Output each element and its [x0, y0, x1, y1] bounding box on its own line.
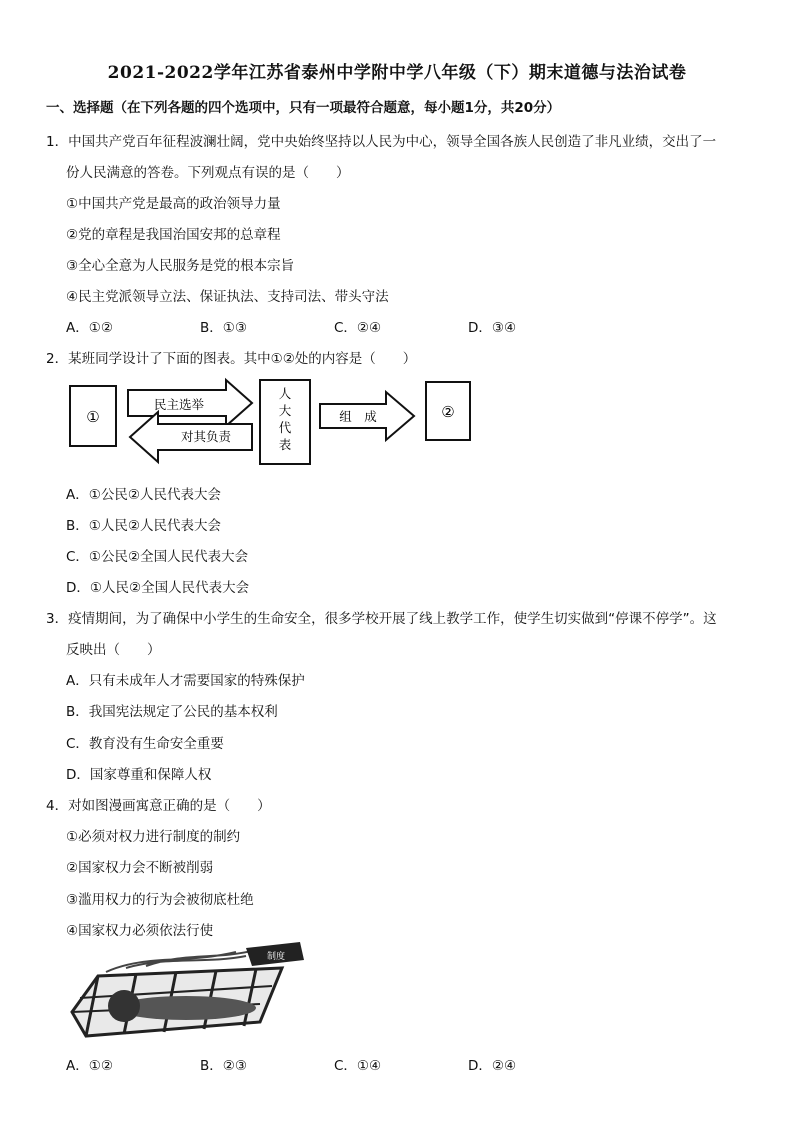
q3-option-d[interactable]: D．国家尊重和保障人权: [66, 767, 212, 783]
q2-option-b[interactable]: B．①人民②人民代表大会: [66, 518, 221, 534]
q3-option-a[interactable]: A．只有未成年人才需要国家的特殊保护: [66, 673, 305, 689]
q1-option-a[interactable]: A．①②: [66, 320, 113, 336]
q1-statement-3: ③全心全意为人民服务是党的根本宗旨: [66, 258, 295, 274]
q4-option-a[interactable]: A．①②: [66, 1058, 113, 1074]
middle-char-2: 大: [278, 403, 292, 418]
cartoon-label: 制度: [266, 952, 286, 962]
middle-char-3: 代: [278, 420, 292, 435]
q3-option-b[interactable]: B．我国宪法规定了公民的基本权利: [66, 704, 278, 720]
q1-options: [66, 316, 602, 336]
q1-option-b[interactable]: B．①③: [200, 320, 247, 336]
q4-option-c[interactable]: C．①④: [334, 1058, 382, 1074]
arrow-compose-label: 组 成: [339, 409, 377, 424]
q1-statement-1: ①中国共产党是最高的政治领导力量: [66, 196, 281, 212]
q3-stem-line1: 3．疫情期间，为了确保中小学生的生命安全，很多学校开展了线上教学工作，使学生切实做到“停课不停学”。这: [46, 611, 717, 627]
q2-option-c[interactable]: C．①公民②全国人民代表大会: [66, 549, 249, 565]
q2-diagram: [66, 376, 476, 468]
diagram-box-2-label: ②: [441, 403, 455, 421]
q4-statement-4: ④国家权力必须依法行使: [66, 923, 214, 939]
q4-stem-line1: 4．对如图漫画寓意正确的是（ ）: [46, 798, 271, 814]
page-title: 2021-2022学年江苏省泰州中学附中学八年级（下）期末道德与法治试卷: [107, 63, 687, 83]
q3-option-c[interactable]: C．教育没有生命安全重要: [66, 736, 224, 752]
q4-statement-1: ①必须对权力进行制度的制约: [66, 829, 241, 845]
q3-stem-line2: 反映出（ ）: [66, 642, 161, 658]
q4-statement-3: ③滥用权力的行为会被彻底杜绝: [66, 892, 254, 908]
q1-option-c[interactable]: C．②④: [334, 320, 382, 336]
q1-statement-4: ④民主党派领导立法、保证执法、支持司法、带头守法: [66, 289, 389, 305]
q1-stem-line2: 份人民满意的答卷。下列观点有误的是（ ）: [66, 165, 350, 181]
middle-char-4: 表: [278, 437, 292, 452]
q4-option-d[interactable]: D．②④: [468, 1058, 517, 1074]
section-heading: 一、选择题（在下列各题的四个选项中，只有一项最符合题意，每小题1分，共20分）: [46, 100, 561, 116]
q4-option-b[interactable]: B．②③: [200, 1058, 247, 1074]
middle-char-1: 人: [278, 386, 292, 401]
q4-cartoon-image: [66, 942, 306, 1042]
arrow-left-label: 对其负责: [180, 429, 232, 444]
diagram-box-1-label: ①: [86, 408, 100, 426]
q4-statement-2: ②国家权力会不断被削弱: [66, 860, 214, 876]
q2-option-a[interactable]: A．①公民②人民代表大会: [66, 487, 221, 503]
q2-stem-line1: 2．某班同学设计了下面的图表。其中①②处的内容是（ ）: [46, 351, 417, 367]
arrow-right-label: 民主选举: [153, 397, 205, 412]
q4-options: [66, 1054, 602, 1074]
q1-statement-2: ②党的章程是我国治国安邦的总章程: [66, 227, 281, 243]
q2-option-d[interactable]: D．①人民②全国人民代表大会: [66, 580, 250, 596]
q1-option-d[interactable]: D．③④: [468, 320, 517, 336]
q1-stem-line1: 1．中国共产党百年征程波澜壮阔，党中央始终坚持以人民为中心，领导全国各族人民创造了非凡业绩，交出了一: [46, 134, 717, 150]
